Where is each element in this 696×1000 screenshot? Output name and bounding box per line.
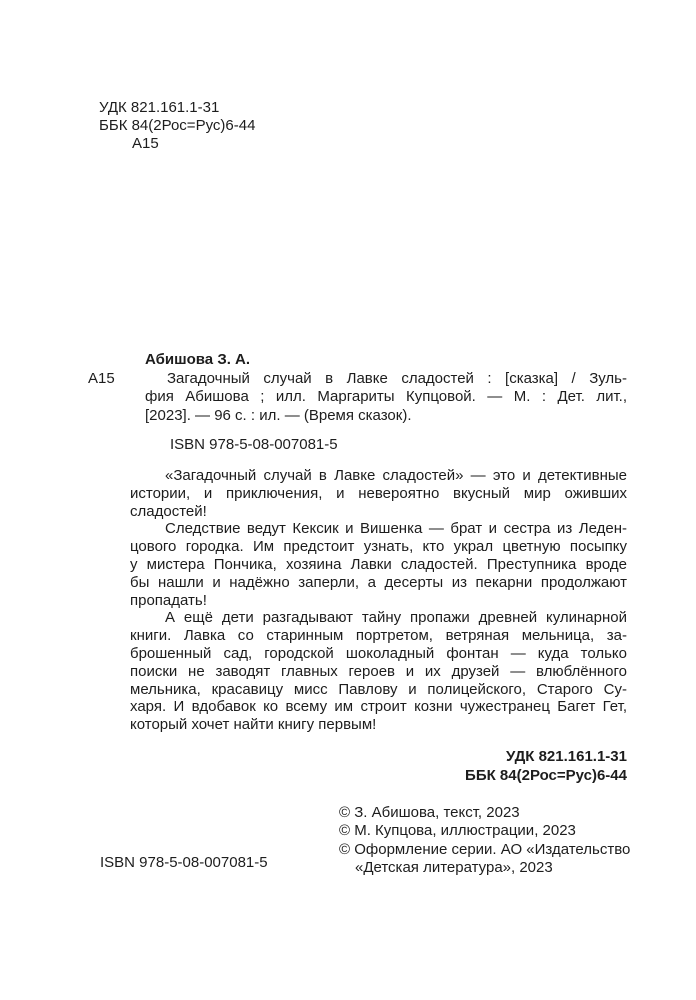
text-line: [2023]. — 96 с. : ил. — (Время сказок).: [145, 406, 412, 424]
copyright-block: [339, 804, 630, 877]
author-sign-code: А15: [132, 135, 159, 152]
text-line: у мистера Пончика, хозяина Лавки сладостей. Преступника вроде: [130, 555, 627, 573]
text-line: сладостей!: [130, 502, 207, 520]
udk-code: УДК 821.161.1-31: [99, 99, 220, 116]
udk-code-bottom: УДК 821.161.1-31: [506, 748, 627, 765]
text-line: пропадать!: [130, 591, 207, 609]
text-line: поиски не заводят главных героев и их друзей — влюблённого: [130, 662, 627, 680]
annotation-text: [130, 467, 627, 734]
text-line: © З. Абишова, текст, 2023: [339, 804, 520, 821]
text-line: мельника, красавицу мисс Павлову и полицейского, Старого Су-: [130, 680, 627, 698]
text-line: Следствие ведут Кексик и Вишенка — брат и сестра из Леден-: [165, 520, 627, 538]
text-line: Загадочный случай в Лавке сладостей : [сказка] / Зуль-: [167, 370, 627, 387]
text-line: «Детская литература», 2023: [355, 858, 553, 876]
text-line: фия Абишова ; илл. Маргариты Купцовой. — М. : Дет. лит.,: [145, 388, 627, 406]
text-line: который хочет найти книгу первым!: [130, 716, 377, 734]
text-line: © М. Купцова, иллюстрации, 2023: [339, 822, 576, 840]
bbk-code-bottom: ББК 84(2Рос=Рус)6-44: [465, 766, 627, 784]
catalog-entry-description: [145, 370, 627, 425]
text-line: А ещё дети разгадывают тайну пропажи древней кулинарной: [165, 609, 627, 627]
text-line: истории, и приключения, и невероятно вкусный мир оживших: [130, 484, 627, 502]
text-line: бы нашли и надёжно заперли, а десерты из пекарни продолжают: [130, 573, 627, 591]
catalog-entry-code: А15: [88, 370, 115, 387]
isbn-line: ISBN 978-5-08-007081-5: [170, 436, 338, 453]
top-classification-codes: [99, 99, 255, 153]
bbk-code: ББК 84(2Рос=Рус)6-44: [99, 117, 256, 134]
isbn-bottom: ISBN 978-5-08-007081-5: [100, 854, 268, 871]
text-line: книги. Лавка со старинным портретом, ветряная мельница, за-: [130, 627, 627, 645]
text-line: цового городка. Им предстоит узнать, кто украл цветную посыпку: [130, 538, 627, 556]
text-line: © Оформление серии. АО «Издательство: [339, 840, 631, 858]
bottom-classification-codes: [465, 748, 627, 785]
author-heading: Абишова З. А.: [145, 351, 251, 368]
text-line: «Загадочный случай в Лавке сладостей» — это и детективные: [165, 467, 627, 484]
text-line: харя. И вдобавок ко всему им строит козни чужестранец Багет Гет,: [130, 698, 627, 716]
text-line: брошенный сад, городской шоколадный фонтан — куда только: [130, 644, 627, 662]
